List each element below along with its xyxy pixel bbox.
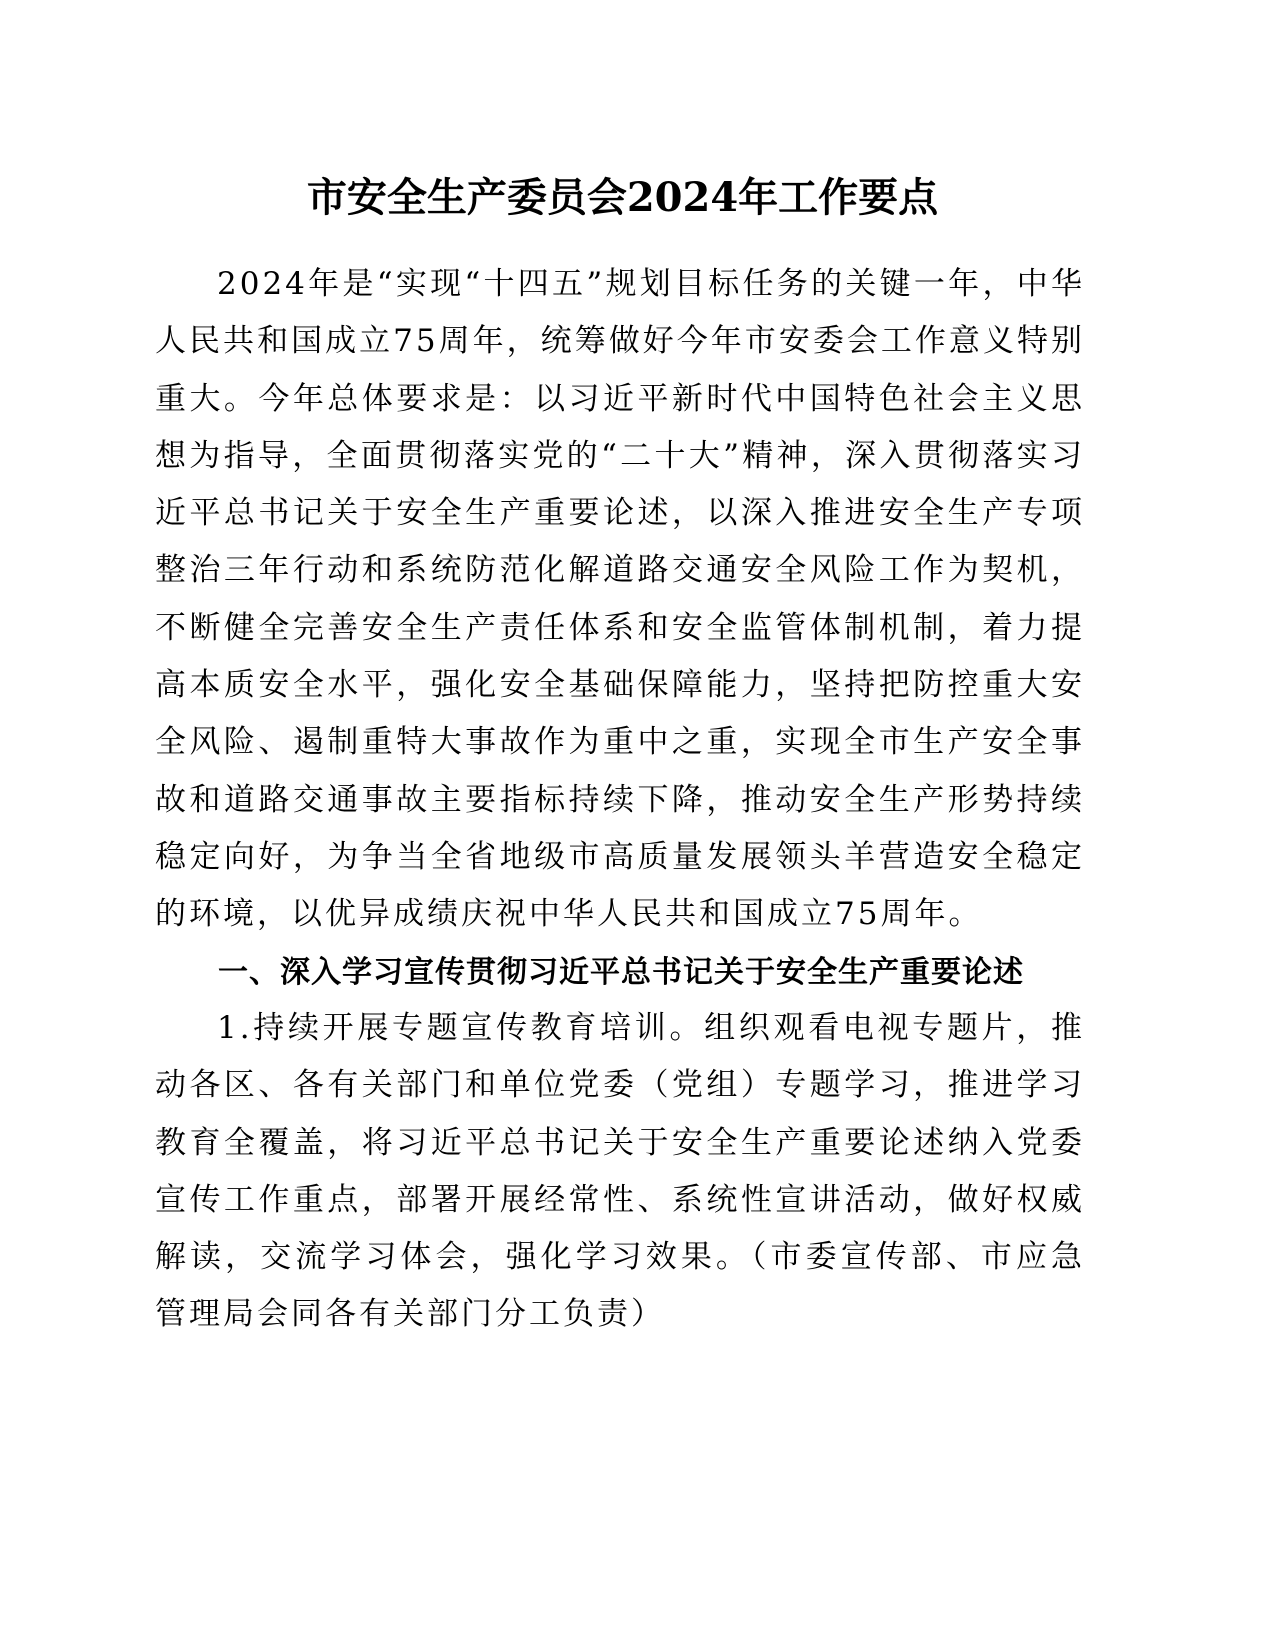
item-paragraph: 1.持续开展专题宣传教育培训。组织观看电视专题片，推动各区、各有关部门和单位党委（党组）专题学习，推进学习教育全覆盖，将习近平总书记关于安全生产重要论述纳入党委宣传工作重点，部署开展经常性、系统性宣讲活动，做好权威解读，交流学习体会，强化学习效果。（市委宣传部、市应急管理局会同各有关部门分工负责） (155, 1010, 1085, 1333)
document-title: 市安全生产委员会2024年工作要点 (306, 174, 939, 221)
section-heading: 一、深入学习宣传贯彻习近平总书记关于安全生产重要论述 (218, 955, 1024, 990)
intro-paragraph: 2024年是“实现“十四五”规划目标任务的关键一年，中华人民共和国成立75周年，统筹做好今年市安委会工作意义特别重大。今年总体要求是：以习近平新时代中国特色社会主义思想为指导，全面贯彻落实党的“二十大”精神，深入贯彻落实习近平总书记关于安全生产重要论述，以深入推进安全生产专项整治三年行动和系统防范化解道路交通安全风险工作为契机，不断健全完善安全生产责任体系和安全监管体制机制，着力提高本质安全水平，强化安全基础保障能力，坚持把防控重大安全风险、遏制重特大事故作为重中之重，实现全市生产安全事故和道路交通事故主要指标持续下降，推动安全生产形势持续稳定向好，为争当全省地级市高质量发展领头羊营造安全稳定的环境，以优异成绩庆祝中华人民共和国成立75周年。 (155, 266, 1085, 933)
